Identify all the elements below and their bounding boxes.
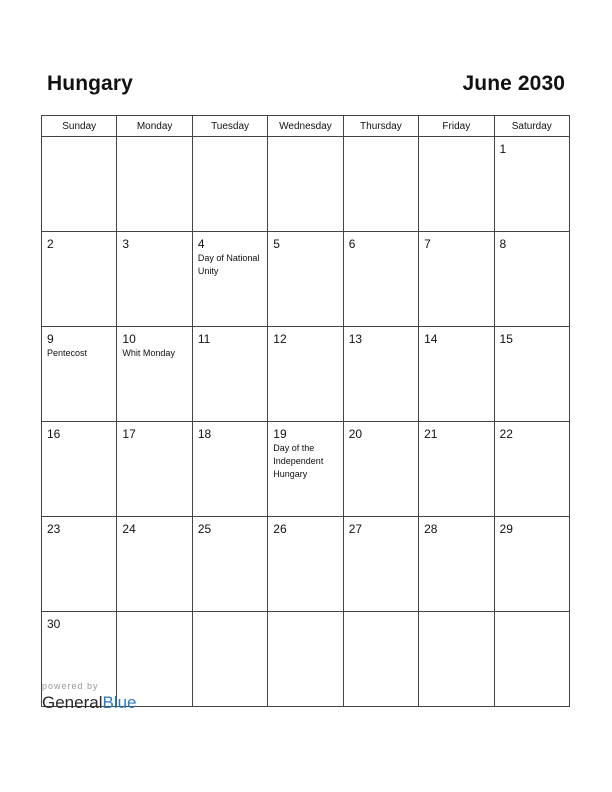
day-cell bbox=[343, 137, 418, 232]
day-cell bbox=[419, 327, 494, 422]
day-cell bbox=[117, 232, 192, 327]
day-cell bbox=[494, 327, 569, 422]
day-number: 15 bbox=[499, 332, 513, 346]
day-number: 22 bbox=[499, 427, 513, 441]
day-number: 16 bbox=[47, 427, 61, 441]
calendar-grid bbox=[41, 115, 570, 707]
day-number: 18 bbox=[197, 427, 212, 441]
weekday-header: Saturday bbox=[494, 116, 569, 137]
day-number: 14 bbox=[424, 332, 438, 346]
day-number: 12 bbox=[273, 332, 287, 346]
day-cell bbox=[42, 137, 117, 232]
day-number: 8 bbox=[499, 237, 507, 251]
weekday-header-row bbox=[42, 116, 570, 137]
weekday-header: Monday bbox=[117, 116, 192, 137]
day-number: 13 bbox=[348, 332, 363, 346]
day-cell bbox=[419, 137, 494, 232]
day-cell bbox=[268, 137, 343, 232]
day-cell bbox=[343, 612, 418, 707]
week-row bbox=[42, 232, 570, 327]
day-number: 27 bbox=[348, 522, 363, 536]
day-number: 28 bbox=[424, 522, 438, 536]
day-cell bbox=[192, 612, 267, 707]
day-cell bbox=[494, 517, 569, 612]
day-number: 1 bbox=[499, 142, 507, 156]
week-row bbox=[42, 517, 570, 612]
day-number: 29 bbox=[499, 522, 513, 536]
day-number: 30 bbox=[47, 617, 61, 631]
week-row bbox=[42, 422, 570, 517]
day-cell bbox=[494, 422, 569, 517]
holiday-label: Whit Monday bbox=[122, 348, 175, 358]
month-year-title: June 2030 bbox=[462, 72, 565, 95]
day-number: 6 bbox=[348, 237, 356, 251]
day-cell bbox=[117, 422, 192, 517]
brand-blue-text: Blue bbox=[102, 693, 137, 712]
holiday-label: Day of National Unity bbox=[197, 253, 260, 276]
day-cell bbox=[343, 327, 418, 422]
day-number: 24 bbox=[122, 522, 136, 536]
day-number: 25 bbox=[197, 522, 212, 536]
day-cell bbox=[117, 517, 192, 612]
weekday-header: Tuesday bbox=[192, 116, 267, 137]
day-cell bbox=[192, 517, 267, 612]
week-row bbox=[42, 327, 570, 422]
day-number: 10 bbox=[122, 332, 136, 346]
day-number: 3 bbox=[122, 237, 130, 251]
day-cell bbox=[192, 232, 267, 327]
day-number: 2 bbox=[47, 237, 54, 251]
brand-logo bbox=[42, 693, 137, 713]
day-number: 20 bbox=[348, 427, 363, 441]
day-cell bbox=[419, 517, 494, 612]
day-cell bbox=[117, 327, 192, 422]
day-number: 9 bbox=[47, 332, 54, 346]
day-cell bbox=[192, 327, 267, 422]
holiday-label: Day of the Independent Hungary bbox=[273, 443, 324, 479]
brand-general-text: General bbox=[42, 693, 103, 712]
day-cell bbox=[192, 137, 267, 232]
day-number: 5 bbox=[273, 237, 280, 251]
weekday-header: Sunday bbox=[42, 116, 117, 137]
country-title: Hungary bbox=[47, 72, 133, 95]
day-cell bbox=[268, 612, 343, 707]
day-cell bbox=[419, 422, 494, 517]
day-cell bbox=[268, 517, 343, 612]
day-cell bbox=[42, 327, 117, 422]
week-row bbox=[42, 137, 570, 232]
day-number: 17 bbox=[122, 427, 136, 441]
weekday-header: Friday bbox=[419, 116, 494, 137]
day-cell bbox=[268, 327, 343, 422]
day-cell bbox=[268, 232, 343, 327]
day-cell bbox=[343, 517, 418, 612]
day-cell bbox=[192, 422, 267, 517]
day-number: 7 bbox=[424, 237, 431, 251]
day-number: 11 bbox=[197, 332, 211, 346]
day-number: 19 bbox=[273, 427, 287, 441]
day-cell bbox=[494, 232, 569, 327]
day-cell bbox=[42, 517, 117, 612]
day-number: 4 bbox=[197, 237, 205, 251]
day-number: 21 bbox=[424, 427, 438, 441]
day-cell bbox=[42, 422, 117, 517]
day-cell bbox=[419, 612, 494, 707]
day-number: 26 bbox=[273, 522, 287, 536]
day-cell bbox=[494, 612, 569, 707]
day-cell bbox=[117, 137, 192, 232]
day-cell bbox=[343, 422, 418, 517]
day-cell bbox=[494, 137, 569, 232]
day-cell bbox=[419, 232, 494, 327]
powered-by-text: powered by bbox=[42, 681, 99, 691]
day-cell bbox=[268, 422, 343, 517]
footer-branding bbox=[42, 681, 137, 713]
holiday-label: Pentecost bbox=[47, 348, 88, 358]
calendar-body bbox=[42, 137, 570, 707]
day-cell bbox=[42, 232, 117, 327]
day-number: 23 bbox=[47, 522, 61, 536]
day-cell bbox=[343, 232, 418, 327]
weekday-header: Wednesday bbox=[268, 116, 343, 137]
weekday-header: Thursday bbox=[343, 116, 418, 137]
